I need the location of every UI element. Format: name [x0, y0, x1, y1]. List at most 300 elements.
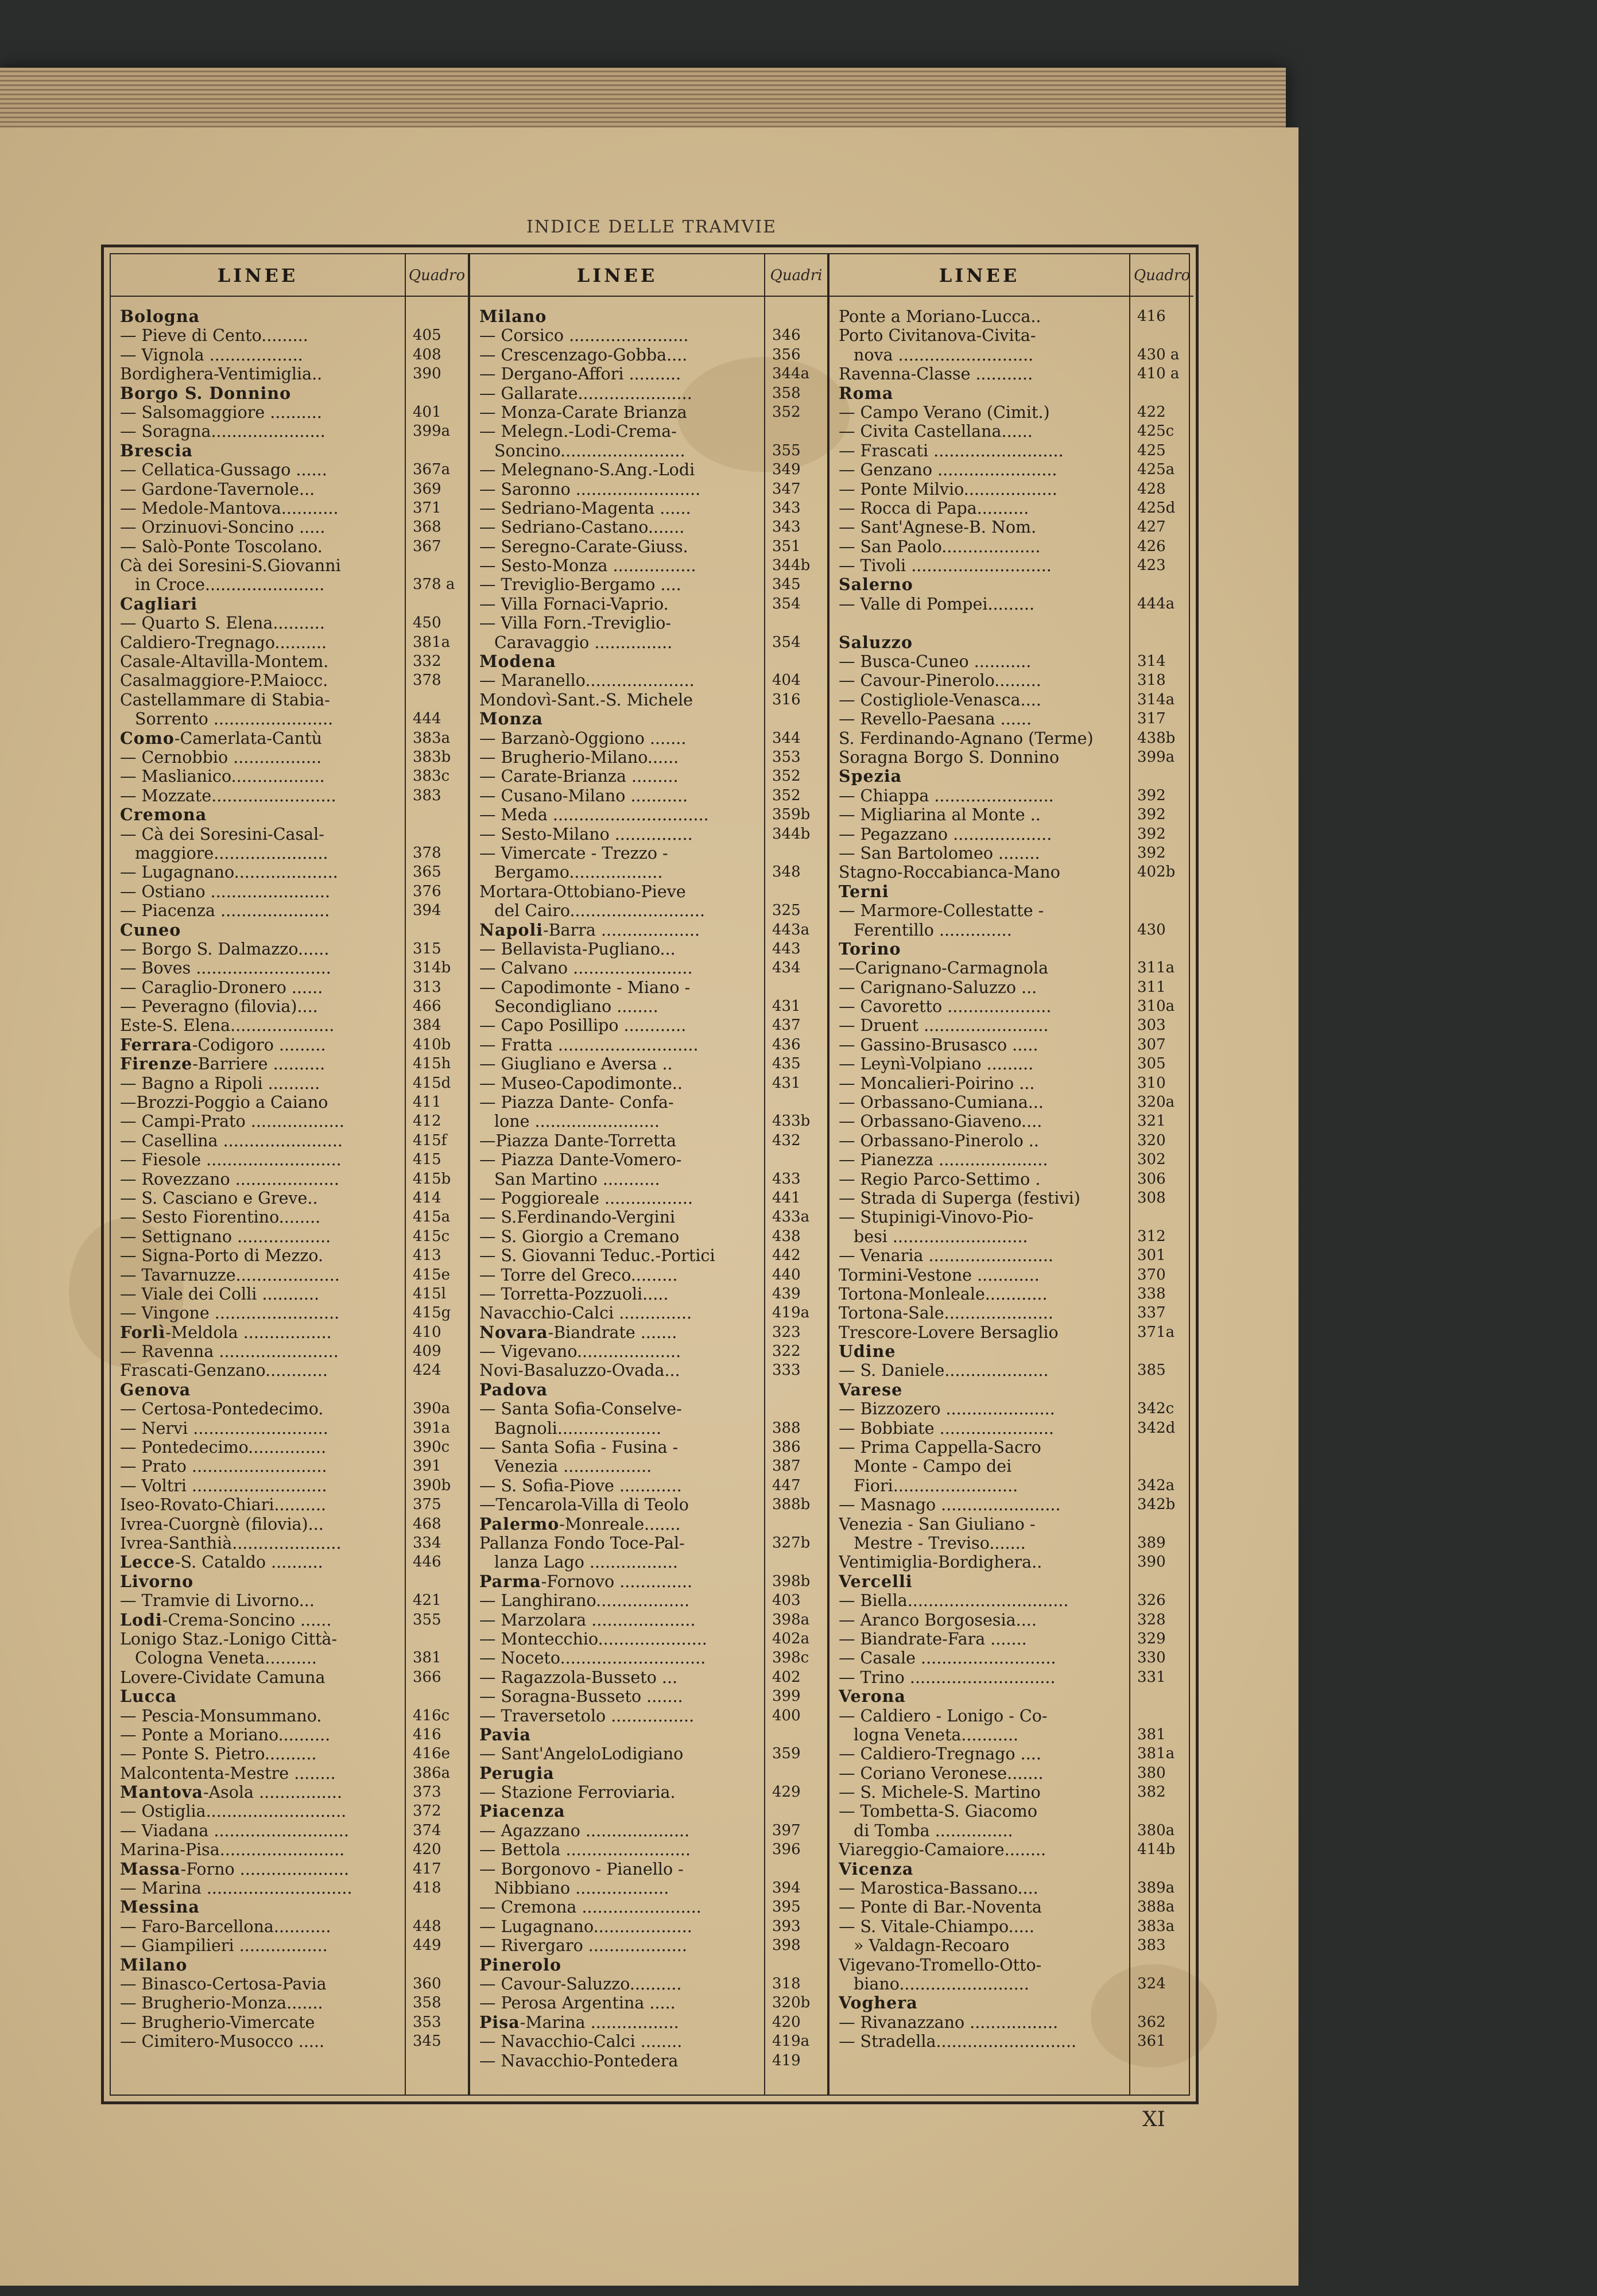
line-route: -Codigoro ......... [192, 1035, 326, 1054]
index-entry-row [470, 786, 827, 805]
city-name: Livorno [120, 1572, 194, 1591]
city-heading-row [829, 1342, 1193, 1361]
quadro-number: 378 [413, 844, 441, 862]
city-name: Firenze [120, 1054, 193, 1074]
index-entry-row [470, 1170, 827, 1189]
line-name: — Ostiano ....................... [120, 882, 331, 901]
index-entry-row [829, 1879, 1193, 1898]
index-entry-row [111, 1821, 468, 1840]
line-name: Soragna Borgo S. Donnino [839, 747, 1060, 767]
line-name: — Pianezza ..................... [839, 1150, 1048, 1170]
line-name: — Marmore-Collestatte - [839, 901, 1044, 921]
line-route: -Barriere .......... [192, 1054, 325, 1074]
index-entry-row [470, 901, 827, 920]
city-heading-row [470, 1380, 827, 1399]
line-name: di Tomba ............... [854, 1821, 1013, 1840]
line-name: — Piazza Dante- Confa- [479, 1093, 674, 1112]
index-entry-row [111, 518, 468, 537]
line-route: -Camerlata-Cantù [174, 728, 322, 748]
line-name: — Capodimonte - Miano - [479, 978, 691, 997]
index-entry-row [470, 614, 827, 633]
quadro-number: 385 [1137, 1362, 1166, 1379]
quadro-number: 421 [413, 1592, 441, 1609]
column-header-linee: LINEE [939, 265, 1020, 286]
line-name: Secondigliano ........ [494, 997, 658, 1017]
index-entry-row [829, 997, 1193, 1016]
line-name: — Busca-Cuneo ........... [839, 652, 1032, 672]
quadro-number: 383b [413, 748, 451, 766]
quadro-number: 390c [413, 1438, 450, 1456]
quadro-number: 378 [413, 672, 441, 689]
index-entry-row [470, 403, 827, 422]
city-heading-row [470, 1956, 827, 1975]
index-table-inner [110, 253, 1190, 2096]
line-name: — Navacchio-Pontedera [479, 2051, 679, 2070]
index-entry-row [829, 1649, 1193, 1667]
quadro-number: 430 a [1137, 346, 1180, 363]
quadro-number: 383c [413, 767, 450, 785]
line-name [839, 882, 1127, 901]
line-name: Mestre - Treviso....... [854, 1534, 1026, 1553]
quadro-number: 343 [772, 518, 801, 536]
city-heading-row [829, 767, 1193, 786]
line-name: — Rocca di Papa.......... [839, 498, 1029, 518]
index-entry-row [829, 825, 1193, 844]
index-entry-row [829, 1208, 1193, 1227]
index-entry-row [829, 556, 1193, 575]
quadro-number: 352 [772, 767, 801, 785]
line-name: Este-S. Elena.................... [120, 1016, 335, 1035]
city-name: Massa [120, 1859, 181, 1879]
quadro-number: 322 [772, 1343, 801, 1360]
quadro-number: 416c [413, 1707, 450, 1724]
line-name: — Regio Parco-Settimo . [839, 1169, 1041, 1189]
line-name: — Borgonovo - Pianello - [479, 1859, 684, 1879]
city-heading-row [111, 729, 468, 748]
quadro-number: 431 [772, 998, 801, 1015]
quadro-number: 433b [772, 1112, 811, 1130]
line-name: — Gallarate...................... [479, 383, 692, 403]
quadro-number: 342c [1137, 1400, 1175, 1418]
line-name: — Cremona ....................... [479, 1898, 701, 1917]
line-name [120, 1323, 402, 1342]
city-heading-row [111, 805, 468, 824]
line-name: — Moncalieri-Poirino ... [839, 1073, 1035, 1093]
line-route: -Monreale....... [559, 1514, 681, 1534]
city-heading-row [829, 940, 1193, 959]
line-name: — Ponte a Moriano.......... [120, 1725, 331, 1744]
line-name [120, 1956, 402, 1975]
quadro-number: 382 [1137, 1783, 1166, 1801]
index-entry-row [829, 1975, 1193, 1994]
line-name [120, 384, 402, 403]
index-rows [470, 307, 827, 2070]
line-name: — Orbassano-Giaveno.... [839, 1112, 1042, 1131]
quadro-number: 410 a [1137, 365, 1180, 383]
index-entry-row [470, 2032, 827, 2051]
quadro-number: 396 [772, 1841, 801, 1859]
index-entry-row [111, 1457, 468, 1476]
quadro-number: 383a [1137, 1917, 1175, 1935]
line-name: — Navacchio-Calci ........ [479, 2032, 683, 2051]
quadro-number: 392 [1137, 786, 1166, 804]
line-name: — Genzano ....................... [839, 460, 1057, 480]
line-name: — Barzanò-Oggiono ....... [479, 728, 687, 748]
index-entry-row [111, 1399, 468, 1418]
quadro-number: 432 [772, 1131, 801, 1149]
line-name: — Prima Cappella-Sacro [839, 1438, 1041, 1457]
city-heading-row [111, 1956, 468, 1975]
quadro-number: 410b [413, 1035, 451, 1053]
line-name: — Ponte S. Pietro.......... [120, 1744, 317, 1764]
city-name: Udine [839, 1342, 896, 1362]
page-header: INDICE DELLE TRAMVIE [526, 217, 777, 237]
quadro-number: 441 [772, 1189, 801, 1207]
city-heading-row [470, 2013, 827, 2032]
line-name [120, 1553, 402, 1572]
city-name: Borgo S. Donnino [120, 383, 292, 403]
index-entry-row [111, 1189, 468, 1208]
line-name: Lovere-Cividate Camuna [120, 1667, 325, 1687]
line-name: — Meda .............................. [479, 805, 709, 825]
city-heading-row [111, 1553, 468, 1572]
index-entry-row [111, 1744, 468, 1763]
line-name: lanza Lago ................. [494, 1553, 678, 1572]
line-name: Soncino........................ [494, 441, 685, 460]
index-entry-row [470, 1208, 827, 1227]
line-name: — Druent ........................ [839, 1016, 1049, 1035]
line-name: — Biandrate-Fara ....... [839, 1629, 1027, 1649]
line-name: Porto Civitanova-Civita- [839, 326, 1036, 346]
quadro-number: 344 [772, 729, 801, 747]
line-name: Ravenna-Classe ........... [839, 364, 1033, 384]
line-name: San Martino ........... [494, 1169, 660, 1189]
city-heading-row [829, 575, 1193, 594]
quadro-number: 332 [413, 653, 441, 670]
line-name [120, 441, 402, 460]
quadro-number: 402 [772, 1668, 801, 1686]
index-entry-row [111, 422, 468, 441]
line-name: — Stazione Ferroviaria. [479, 1783, 676, 1802]
line-name: — Mozzate........................ [120, 786, 336, 805]
line-name: — Caldiero - Lonigo - Co- [839, 1706, 1048, 1725]
line-name [479, 1380, 762, 1399]
index-entry-row [829, 1074, 1193, 1093]
index-entry-row [829, 1246, 1193, 1265]
index-entry-row [829, 863, 1193, 882]
line-name: — Sedriano-Magenta ...... [479, 498, 691, 518]
quadro-number: 415h [413, 1055, 451, 1073]
line-name: — Stradella........................... [839, 2032, 1077, 2051]
line-name: — S. Giorgio a Cremano [479, 1227, 680, 1246]
index-entry-row [829, 921, 1193, 940]
line-name: — Rivergaro ................... [479, 1936, 687, 1956]
quadro-number: 337 [1137, 1304, 1166, 1322]
line-name: — Torretta-Pozzuoli..... [479, 1284, 669, 1304]
line-name: Iseo-Rovato-Chiari.......... [120, 1495, 327, 1515]
line-name: — Dergano-Affori .......... [479, 364, 681, 384]
quadro-number: 310a [1137, 998, 1175, 1015]
index-entry-row [470, 1342, 827, 1361]
index-entry-row [470, 1630, 827, 1649]
index-entry-row [111, 940, 468, 959]
city-name: Piacenza [479, 1802, 565, 1821]
line-name: — Vigevano.................... [479, 1342, 681, 1362]
index-entry-row [470, 1668, 827, 1687]
quadro-number: 398b [772, 1572, 811, 1590]
quadro-number: 425 [1137, 441, 1166, 459]
city-heading-row [470, 307, 827, 326]
index-entry-row [470, 1438, 827, 1457]
line-name: — Carate-Brianza ......... [479, 767, 679, 786]
quadro-number: 323 [772, 1323, 801, 1341]
index-entry-row [829, 1515, 1193, 1534]
line-name: — Masnago ....................... [839, 1495, 1061, 1515]
line-name: — Soragna...................... [120, 422, 325, 441]
line-name: Tortona-Monleale............ [839, 1284, 1048, 1304]
index-entry-row [111, 825, 468, 844]
column-header-linee: LINEE [576, 265, 658, 286]
index-entry-row [829, 1438, 1193, 1457]
index-entry-row [470, 1093, 827, 1112]
quadro-number: 302 [1137, 1151, 1166, 1169]
index-entry-row [111, 499, 468, 518]
index-entry-row [829, 1553, 1193, 1572]
quadro-number: 444a [1137, 595, 1175, 612]
line-name: — Lugagnano.................... [120, 863, 338, 882]
city-heading-row [111, 1898, 468, 1917]
index-entry-row [470, 1649, 827, 1667]
line-name: — Binasco-Certosa-Pavia [120, 1974, 327, 1994]
index-column-3 [829, 254, 1193, 2095]
line-name: — Campi-Prato .................. [120, 1112, 344, 1131]
line-name [479, 1764, 762, 1783]
line-name [839, 767, 1127, 786]
index-entry-row [470, 1150, 827, 1169]
index-entry-row [470, 575, 827, 594]
quadro-number: 325 [772, 902, 801, 920]
line-name: — Casellina ....................... [120, 1131, 343, 1150]
line-name: Vigevano-Tromello-Otto- [839, 1955, 1042, 1975]
quadro-number: 321 [1137, 1112, 1166, 1130]
city-name: Milano [120, 1955, 188, 1975]
line-name [120, 1860, 402, 1879]
line-name: — Gardone-Tavernole... [120, 479, 315, 499]
city-heading-row [111, 1380, 468, 1399]
line-name [120, 729, 402, 748]
line-name: — Fiesole .......................... [120, 1150, 342, 1170]
line-name: — Revello-Paesana ...... [839, 709, 1032, 729]
quadro-number: 433a [772, 1208, 810, 1226]
city-heading-row [470, 1802, 827, 1821]
line-name: Cà dei Soresini-S.Giovanni [120, 556, 341, 576]
line-name [120, 1783, 402, 1802]
city-name: Roma [839, 383, 894, 403]
quadro-number: 468 [413, 1515, 441, 1533]
quadro-number: 447 [772, 1476, 801, 1494]
city-heading-row [829, 1687, 1193, 1706]
line-name: del Cairo.......................... [494, 901, 706, 921]
index-entry-row [470, 1476, 827, 1495]
index-entry-row [829, 1054, 1193, 1073]
line-name: — Faro-Barcellona........... [120, 1917, 331, 1936]
city-name: Napoli [479, 920, 544, 940]
line-name: — Lugagnano................... [479, 1917, 692, 1936]
quadro-number: 356 [772, 346, 801, 363]
city-name: Mantova [120, 1783, 203, 1802]
line-name: Tormini-Vestone ............ [839, 1265, 1040, 1285]
index-entry-row [470, 346, 827, 364]
line-name: — Saronno ........................ [479, 479, 701, 499]
line-name: — Marina ............................ [120, 1879, 352, 1898]
index-entry-row [470, 729, 827, 748]
quadro-number: 354 [772, 595, 801, 612]
quadro-number: 429 [772, 1783, 801, 1801]
index-entry-row [470, 460, 827, 479]
index-entry-row [829, 307, 1193, 326]
quadro-number: 388a [1137, 1898, 1175, 1916]
quadro-number: 419a [772, 2033, 810, 2050]
quadro-number: 402a [772, 1630, 810, 1647]
line-name: — Viadana .......................... [120, 1821, 349, 1840]
index-entry-row [829, 1285, 1193, 1304]
index-entry-row [111, 556, 468, 575]
city-heading-row [111, 1054, 468, 1073]
line-name: — Rovezzano .................... [120, 1169, 339, 1189]
city-name: Novara [479, 1322, 548, 1342]
city-heading-row [111, 384, 468, 403]
index-entry-row [470, 326, 827, 345]
index-entry-row [829, 537, 1193, 556]
column-header-linee: LINEE [217, 265, 299, 286]
line-name: — Capo Posillipo ............ [479, 1016, 687, 1035]
index-entry-row [829, 1361, 1193, 1380]
quadro-number: 330 [1137, 1649, 1166, 1667]
index-entry-row [111, 844, 468, 863]
index-entry-row [470, 384, 827, 403]
index-entry-row [111, 1112, 468, 1131]
index-entry-row [470, 480, 827, 499]
quadro-number: 392 [1137, 825, 1166, 843]
quadro-number: 438b [1137, 729, 1176, 747]
quadro-number: 398c [772, 1649, 809, 1667]
index-entry-row [470, 1361, 827, 1380]
quadro-number: 344b [772, 557, 811, 575]
index-entry-row [470, 1495, 827, 1514]
quadro-number: 381 [413, 1649, 441, 1667]
quadro-number: 355 [413, 1611, 441, 1628]
line-name [479, 1323, 762, 1342]
index-entry-row [111, 1840, 468, 1859]
quadro-number: 416e [413, 1745, 451, 1763]
line-name [120, 921, 402, 940]
line-route: -S. Cataldo .......... [175, 1553, 323, 1572]
line-name: — Maranello..................... [479, 671, 695, 691]
city-heading-row [111, 595, 468, 614]
quadro-number: 433 [772, 1170, 801, 1188]
index-entry-row [470, 499, 827, 518]
quadro-number: 392 [1137, 844, 1166, 862]
index-entry-row [470, 556, 827, 575]
line-name: — Sesto-Milano ............... [479, 824, 693, 844]
quadro-number: 326 [1137, 1592, 1166, 1609]
column-header-quadro: Quadro [408, 267, 466, 284]
index-entry-row [470, 1131, 827, 1150]
index-entry-row [111, 1764, 468, 1783]
index-entry-row [829, 1821, 1193, 1840]
line-name [120, 1898, 402, 1917]
line-name: — Piacenza ..................... [120, 901, 330, 921]
column-header [111, 254, 468, 297]
index-entry-row [470, 1898, 827, 1917]
index-entry-row [111, 1093, 468, 1112]
index-entry-row [470, 1189, 827, 1208]
quadro-number: 394 [413, 902, 441, 920]
index-entry-row [111, 1266, 468, 1285]
index-entry-row [111, 1534, 468, 1553]
index-entry-row [470, 1074, 827, 1093]
line-name: — S. Vitale-Chiampo..... [839, 1917, 1034, 1936]
city-heading-row [470, 1764, 827, 1783]
quadro-number: 426 [1137, 537, 1166, 555]
index-entry-row [470, 825, 827, 844]
quadro-number: 438 [772, 1227, 801, 1245]
line-name: — Boves .......................... [120, 959, 331, 978]
index-entry-row [470, 1783, 827, 1802]
quadro-number: 386 [772, 1438, 801, 1456]
quadro-number: 397 [772, 1821, 801, 1839]
quadro-number: 398a [772, 1611, 810, 1628]
line-name: — Pontedecimo............... [120, 1438, 327, 1457]
quadro-number: 371a [1137, 1323, 1175, 1341]
quadro-number: 353 [413, 2013, 441, 2031]
index-rows [829, 307, 1193, 2051]
index-entry-row [111, 691, 468, 709]
line-name: — Bizzozero ..................... [839, 1399, 1055, 1419]
quadro-number: 414 [413, 1189, 441, 1207]
city-name: Torino [839, 939, 901, 959]
quadro-number: 328 [1137, 1611, 1166, 1628]
quadro-number: 437 [772, 1017, 801, 1034]
index-entry-row [829, 1495, 1193, 1514]
quadro-number: 434 [772, 959, 801, 977]
column-header-quadro: Quadro [1133, 267, 1191, 284]
line-name: — Settignano .................. [120, 1227, 331, 1246]
quadro-number: 383 [1137, 1937, 1166, 1954]
city-name: Pisa [479, 2012, 520, 2032]
index-entry-row [111, 1975, 468, 1994]
index-entry-row [470, 1840, 827, 1859]
quadro-number: 338 [1137, 1285, 1166, 1302]
quadro-number: 384 [413, 1017, 441, 1034]
index-entry-row [111, 346, 468, 364]
quadro-number: 362 [1137, 2013, 1166, 2031]
line-name: — Monza-Carate Brianza [479, 402, 687, 422]
line-name: biano......................... [854, 1974, 1029, 1994]
line-name: — S. Daniele.................... [839, 1361, 1049, 1380]
city-heading-row [111, 1323, 468, 1342]
index-entry-row [111, 1438, 468, 1457]
index-entry-row [111, 575, 468, 594]
line-name: — Giugliano e Aversa .. [479, 1054, 673, 1074]
line-name: Monte - Campo dei [854, 1457, 1012, 1476]
line-name: — Brugherio-Milano...... [479, 747, 679, 767]
line-name [839, 1572, 1127, 1591]
line-name [479, 1515, 762, 1534]
quadro-number: 449 [413, 1937, 441, 1954]
quadro-number: 358 [413, 1994, 441, 2012]
index-entry-row [829, 422, 1193, 441]
